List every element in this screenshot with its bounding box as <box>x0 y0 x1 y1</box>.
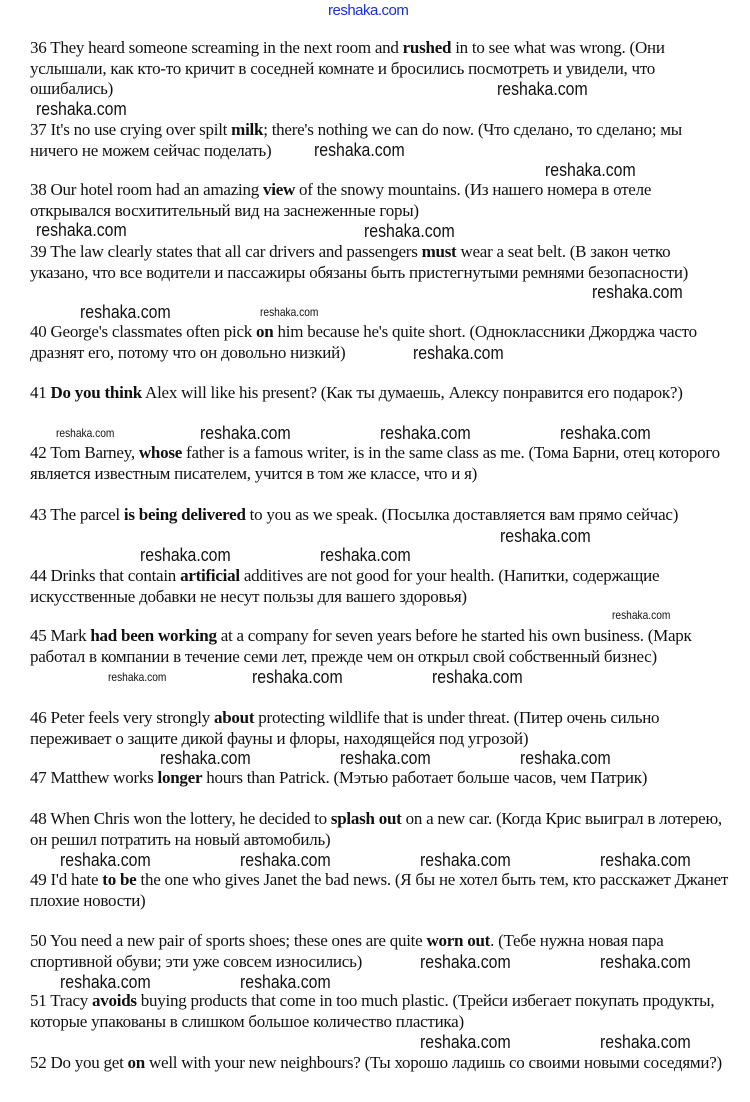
item-text: Tom Barney, <box>50 443 139 462</box>
item-translation: Alex will like his present? (Как ты думаешь, Алексу понравится его подарок?) <box>141 383 683 402</box>
exercise-item <box>30 180 730 221</box>
item-number: 50 <box>30 931 47 950</box>
exercise-item <box>30 242 730 283</box>
item-text: Matthew works <box>50 768 158 787</box>
item-translation: ; there's nothing we can do now. (Что сделано, то сделано; мы ничего не можем сейчас поделать) <box>30 120 682 160</box>
exercise-item <box>30 383 730 404</box>
watermark-text: reshaka.com <box>432 667 523 687</box>
item-translation: buying products that come in too much plastic. (Трейси избегает покупать продукты, которые упакованы в слишком большое количество пластика) <box>30 991 715 1031</box>
item-number: 45 <box>30 626 47 645</box>
item-number: 37 <box>30 120 47 139</box>
item-text: Our hotel room had an amazing <box>50 180 263 199</box>
item-answer: worn out <box>426 931 491 950</box>
watermark-text: reshaka.com <box>320 545 411 565</box>
watermark-text: reshaka.com <box>160 748 251 768</box>
item-answer: rushed <box>402 38 452 57</box>
item-answer: about <box>213 708 255 727</box>
item-text: The parcel <box>50 505 124 524</box>
item-answer: must <box>421 242 457 261</box>
exercise-item <box>30 708 730 749</box>
item-text: Mark <box>50 626 91 645</box>
item-text: Peter feels very strongly <box>50 708 214 727</box>
watermark-text: reshaka.com <box>612 608 671 622</box>
watermark-text: reshaka.com <box>260 305 319 319</box>
watermark-text: reshaka.com <box>592 282 683 302</box>
item-translation: in to see what was wrong. (Они услышали, как кто-то кричит в соседней комнате и бросились посмотреть и увидели, что ошибались) <box>30 38 665 98</box>
item-number: 49 <box>30 870 47 889</box>
item-translation: additives are not good for your health. (Напитки, содержащие искусственные добавки не несут пользы для вашего здоровья) <box>30 566 660 606</box>
item-number: 43 <box>30 505 47 524</box>
exercise-item <box>30 566 730 607</box>
item-answer: avoids <box>92 991 137 1010</box>
item-number: 46 <box>30 708 47 727</box>
item-text: The law clearly states that all car drivers and passengers <box>50 242 422 261</box>
watermark-text: reshaka.com <box>80 302 171 322</box>
item-number: 39 <box>30 242 47 261</box>
item-answer: whose <box>138 443 183 462</box>
item-answer: had been working <box>90 626 217 645</box>
exercise-item <box>30 505 730 526</box>
watermark-text: reshaka.com <box>314 140 405 160</box>
exercise-item <box>30 809 730 850</box>
item-answer: artificial <box>180 566 240 585</box>
item-number: 52 <box>30 1053 47 1072</box>
item-text: Tracy <box>50 991 92 1010</box>
item-translation: hours than Patrick. (Мэтью работает больше часов, чем Патрик) <box>202 768 648 787</box>
item-number: 48 <box>30 809 47 828</box>
exercise-item <box>30 1053 730 1074</box>
item-translation: to you as we speak. (Посылка доставляется вам прямо сейчас) <box>245 505 679 524</box>
item-translation: of the snowy mountains. (Из нашего номера в отеле открывался восхитительный вид на заснеженные горы) <box>30 180 652 220</box>
item-text: When Chris won the lottery, he decided to <box>50 809 331 828</box>
watermark-text: reshaka.com <box>200 423 291 443</box>
item-translation: father is a famous writer, is in the same class as me. (Тома Барни, отец которого является известным писателем, учится в том же классе, что и я) <box>30 443 720 483</box>
watermark-text: reshaka.com <box>600 850 691 870</box>
exercise-item <box>30 870 730 911</box>
watermark-text: reshaka.com <box>56 426 115 440</box>
item-text: Do you get <box>50 1053 128 1072</box>
watermark-text: reshaka.com <box>240 850 331 870</box>
item-text: Drinks that contain <box>50 566 181 585</box>
exercise-item <box>30 626 730 667</box>
watermark-text: reshaka.com <box>108 670 167 684</box>
watermark-text: reshaka.com <box>340 748 431 768</box>
watermark-text: reshaka.com <box>545 160 636 180</box>
item-answer: is being delivered <box>123 505 246 524</box>
item-translation: wear a seat belt. (В закон четко указано, что все водители и пассажиры обязаны быть пристегнутыми ремнями безопасности) <box>30 242 689 282</box>
watermark-text: reshaka.com <box>36 220 127 240</box>
item-answer: on <box>127 1053 146 1072</box>
item-text: You need a new pair of sports shoes; these ones are quite <box>49 931 427 950</box>
item-answer: Do you think <box>50 383 142 402</box>
item-translation: him because he's quite short. (Одноклассники Джорджа часто дразнят его, потому что он довольно низкий) <box>30 322 697 362</box>
watermark-text: reshaka.com <box>600 1032 691 1052</box>
watermark-text: reshaka.com <box>600 952 691 972</box>
watermark-text: reshaka.com <box>560 423 651 443</box>
exercise-item <box>30 38 730 100</box>
item-number: 40 <box>30 322 47 341</box>
watermark-text: reshaka.com <box>240 972 331 992</box>
watermark-text: reshaka.com <box>500 526 591 546</box>
watermark-text: reshaka.com <box>420 850 511 870</box>
watermark-text: reshaka.com <box>420 1032 511 1052</box>
item-translation: at a company for seven years before he started his own business. (Марк работал в компании в течение семи лет, прежде чем он открыл свой собственный бизнес) <box>30 626 692 666</box>
exercise-item <box>30 768 730 789</box>
watermark-text: reshaka.com <box>380 423 471 443</box>
item-answer: longer <box>157 768 203 787</box>
item-translation: well with your new neighbours? (Ты хорошо ладишь со своими новыми соседями?) <box>145 1053 722 1072</box>
watermark-text: reshaka.com <box>420 952 511 972</box>
item-number: 38 <box>30 180 47 199</box>
item-number: 44 <box>30 566 47 585</box>
item-number: 42 <box>30 443 47 462</box>
watermark-text: reshaka.com <box>60 850 151 870</box>
item-translation: the one who gives Janet the bad news. (Я бы не хотел быть тем, кто расскажет Джанет плохие новости) <box>30 870 729 910</box>
site-header-watermark: reshaka.com <box>328 2 409 19</box>
item-number: 47 <box>30 768 47 787</box>
item-translation: . (Тебе нужна новая пара спортивной обуви; эти уже совсем износились) <box>30 931 664 971</box>
exercise-item <box>30 991 730 1032</box>
item-answer: view <box>263 180 296 199</box>
watermark-text: reshaka.com <box>252 667 343 687</box>
item-text: George's classmates often pick <box>50 322 257 341</box>
exercise-item <box>30 443 730 484</box>
item-text: It's no use crying over spilt <box>50 120 232 139</box>
watermark-text: reshaka.com <box>413 343 504 363</box>
item-text: I'd hate <box>50 870 103 889</box>
item-answer: milk <box>231 120 264 139</box>
item-translation: protecting wildlife that is under threat. (Питер очень сильно переживает о защите дикой фауны и флоры, находящейся под угрозой) <box>30 708 660 748</box>
watermark-text: reshaka.com <box>364 221 455 241</box>
item-answer: splash out <box>330 809 402 828</box>
item-translation: on a new car. (Когда Крис выиграл в лотерею, он решил потратить на новый автомобиль) <box>30 809 722 849</box>
watermark-text: reshaka.com <box>140 545 231 565</box>
item-number: 36 <box>30 38 47 57</box>
item-text: They heard someone screaming in the next room and <box>50 38 403 57</box>
watermark-text: reshaka.com <box>520 748 611 768</box>
item-number: 41 <box>30 383 47 402</box>
exercise-item <box>30 322 730 363</box>
item-answer: on <box>256 322 274 341</box>
item-number: 51 <box>30 991 47 1010</box>
watermark-text: reshaka.com <box>36 99 127 119</box>
watermark-text: reshaka.com <box>497 79 588 99</box>
watermark-text: reshaka.com <box>60 972 151 992</box>
item-answer: to be <box>102 870 137 889</box>
